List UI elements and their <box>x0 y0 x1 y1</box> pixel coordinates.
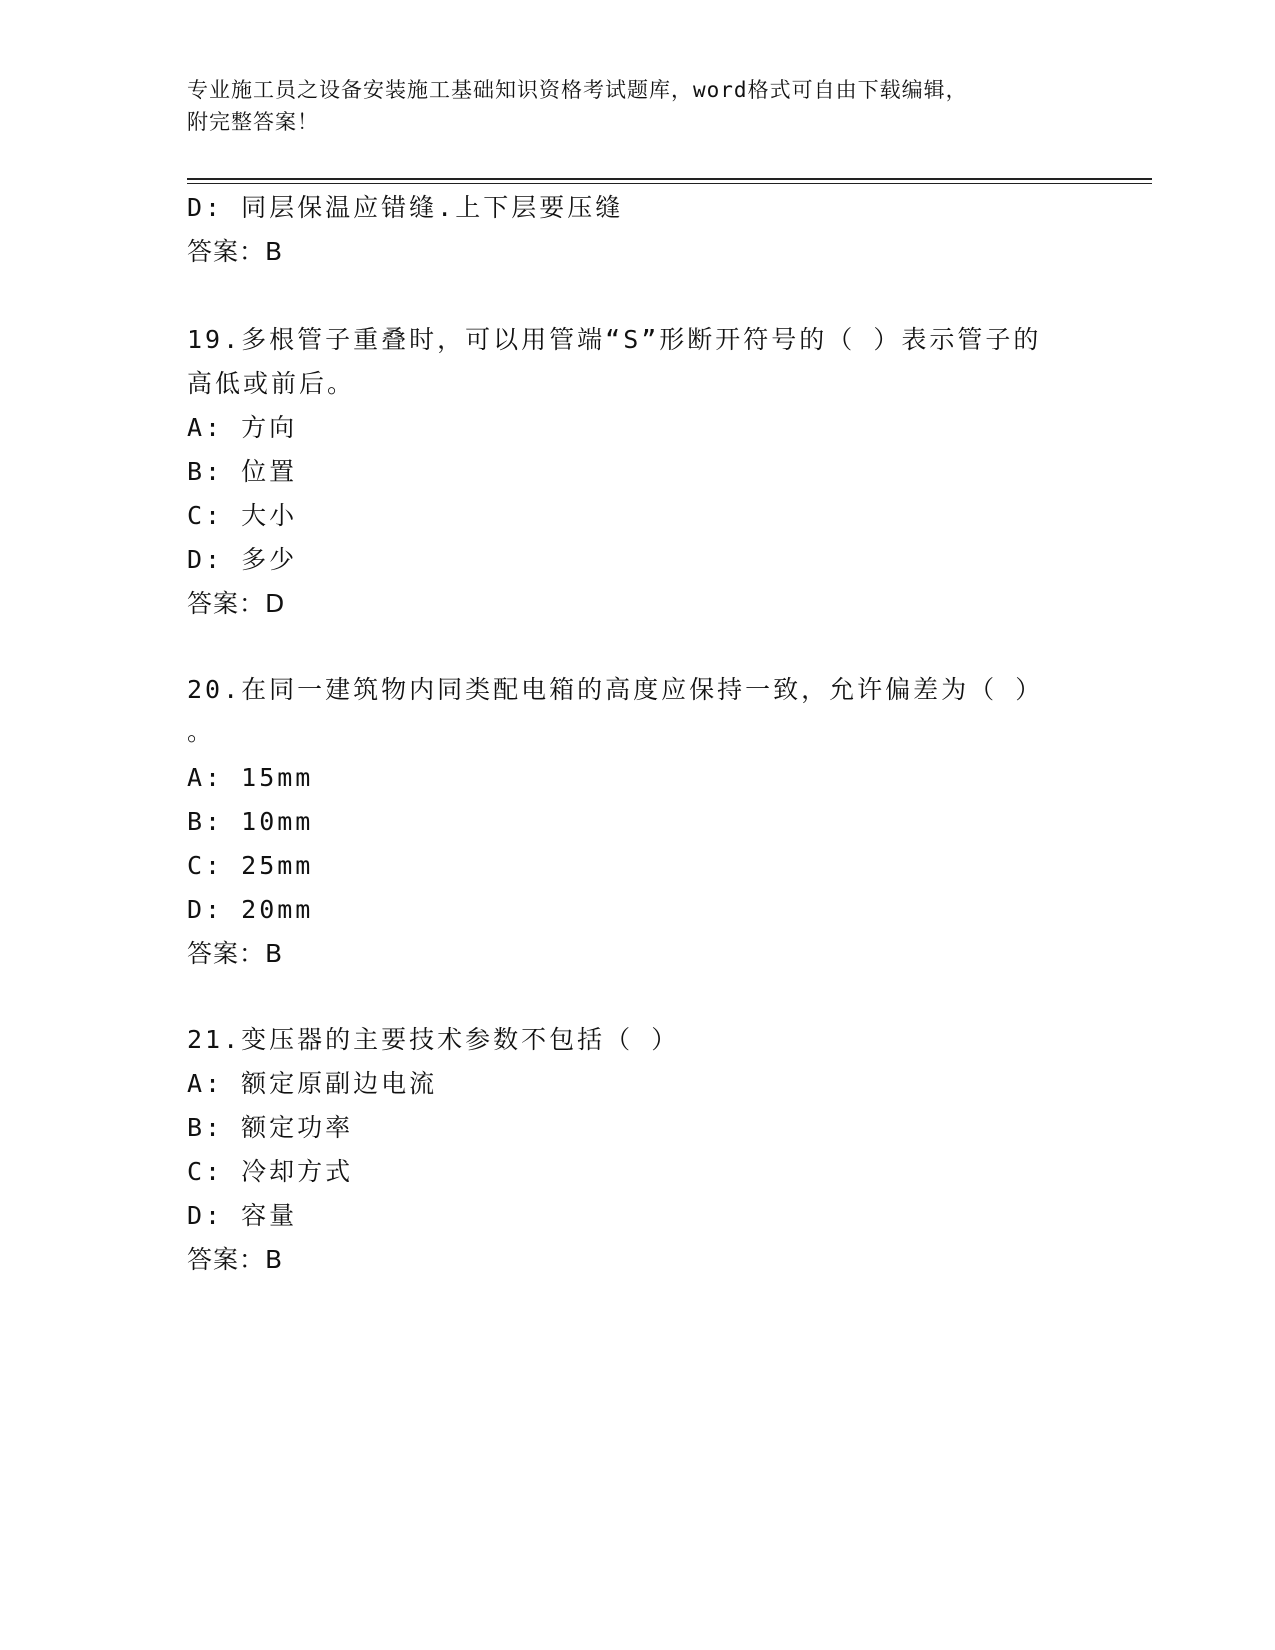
q21-option-b: B: 额定功率 <box>187 1113 354 1142</box>
prev-option-d: D: 同层保温应错缝.上下层要压缝 <box>187 193 624 222</box>
q20-option-c: C: 25mm <box>187 851 314 880</box>
q20-option-b: B: 10mm <box>187 807 314 836</box>
q19-stem-line-1: 19.多根管子重叠时，可以用管端“S”形断开符号的（ ）表示管子的 <box>187 325 1042 354</box>
q21-stem-line-1: 21.变压器的主要技术参数不包括（ ） <box>187 1025 680 1054</box>
q21-option-a: A: 额定原副边电流 <box>187 1069 438 1098</box>
q19-option-d: D: 多少 <box>187 545 298 574</box>
q20-option-d: D: 20mm <box>187 895 314 924</box>
prev-answer: 答案：B <box>187 237 284 266</box>
q20-answer: 答案：B <box>187 939 284 968</box>
header-line-1: 专业施工员之设备安装施工基础知识资格考试题库，word格式可自由下载编辑， <box>187 78 968 102</box>
q19-option-b: B: 位置 <box>187 457 298 486</box>
q19-answer: 答案：D <box>187 589 286 618</box>
header-rule-thick <box>187 178 1152 180</box>
q19-option-c: C: 大小 <box>187 501 298 530</box>
q20-option-a: A: 15mm <box>187 763 314 792</box>
q21-option-c: C: 冷却方式 <box>187 1157 354 1186</box>
q20-stem-line-1: 20.在同一建筑物内同类配电箱的高度应保持一致，允许偏差为（ ） <box>187 675 1044 704</box>
q19-option-a: A: 方向 <box>187 413 298 442</box>
header-line-2: 附完整答案！ <box>187 110 319 134</box>
q19-stem-line-2: 高低或前后。 <box>187 369 356 398</box>
document-header <box>187 74 1067 138</box>
q20-stem-line-2: 。 <box>187 717 216 746</box>
q21-option-d: D: 容量 <box>187 1201 298 1230</box>
header-rule-thin <box>187 183 1152 184</box>
q21-answer: 答案：B <box>187 1245 284 1274</box>
